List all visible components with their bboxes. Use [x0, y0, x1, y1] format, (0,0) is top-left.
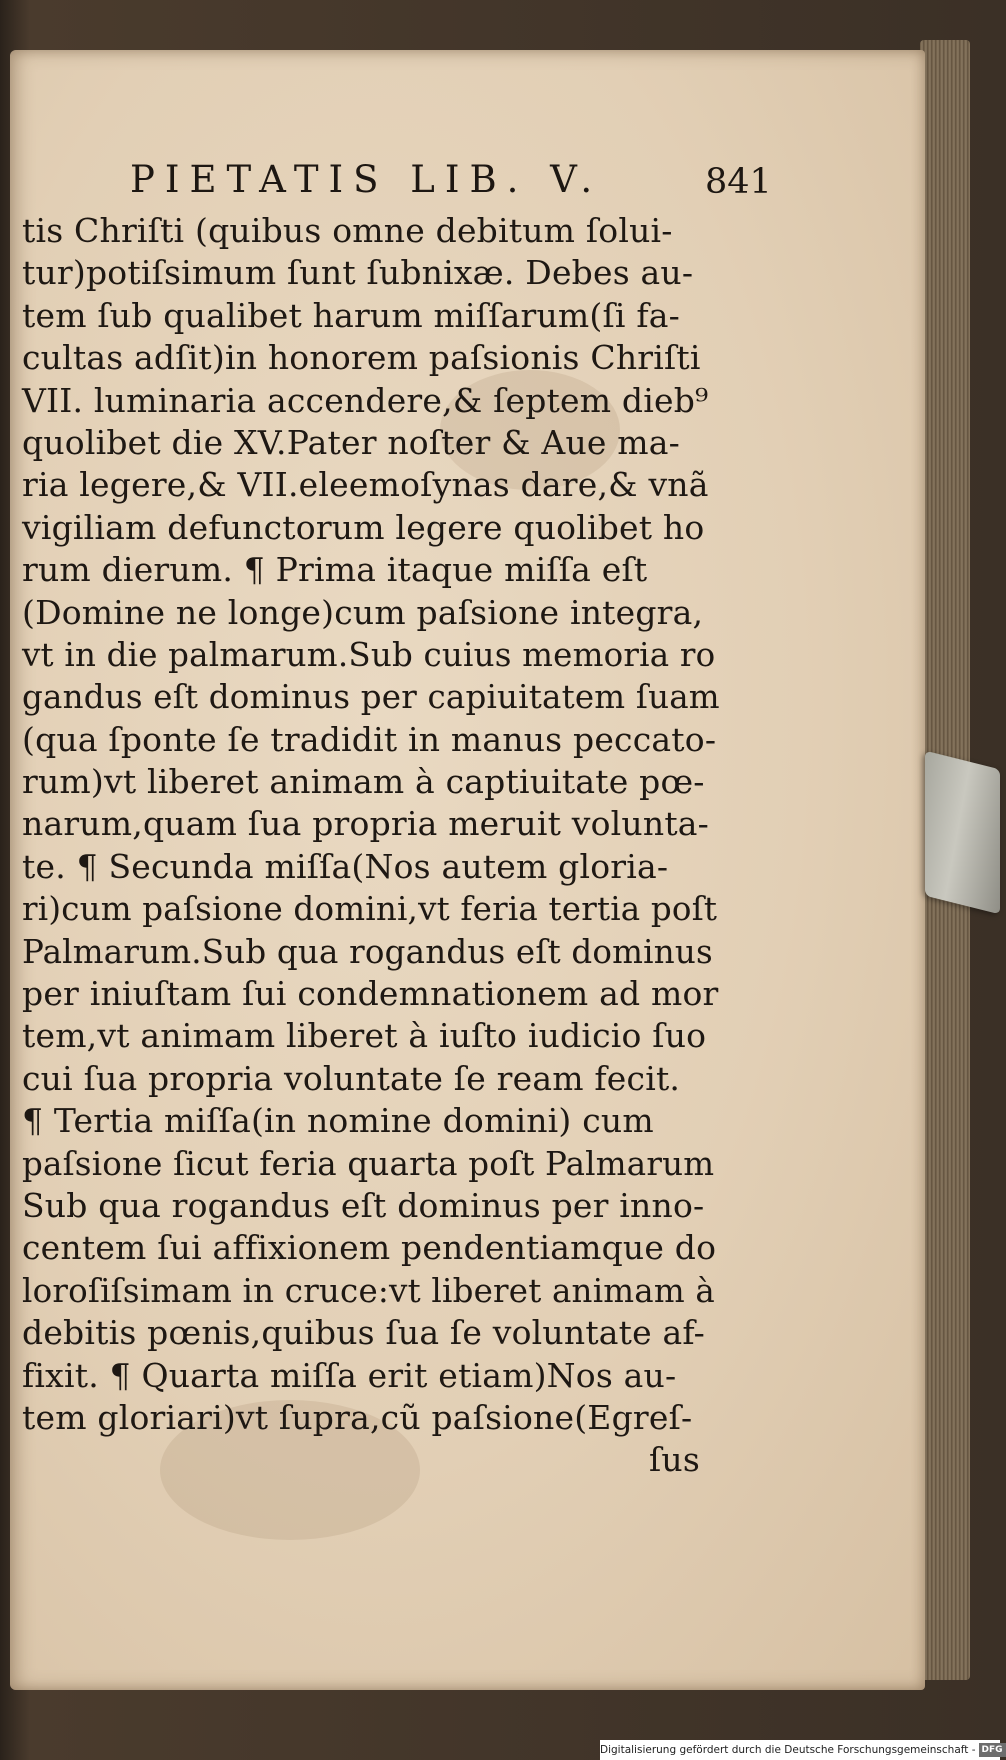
text-line: fixit. ¶ Quarta miſſa erit etiam)Nos au- [22, 1355, 677, 1395]
text-line: debitis pœnis,quibus ſua ſe voluntate af- [22, 1313, 706, 1353]
text-line: cultas adſit)in honorem paſsionis Chriſti [22, 338, 701, 378]
text-line: ¶ Tertia miſſa(in nomine domini) cum [22, 1101, 654, 1141]
text-line: rum dierum. ¶ Prima itaque miſſa eſt [22, 550, 648, 590]
dfg-logo: DFG [979, 1743, 1006, 1757]
text-line: (Domine ne longe)cum paſsione integra, [22, 592, 704, 632]
text-line: tem,vt animam liberet à iuſto iudicio ſuo [22, 1016, 707, 1056]
text-line: VII. luminaria accendere,& ſeptem dieb⁹ [22, 380, 709, 420]
text-line: vt in die palmarum.Sub cuius memoria ro [22, 635, 716, 674]
text-line: ria legere,& VII.eleemoſynas dare,& vnã [22, 465, 709, 505]
bookmark-ribbon [925, 751, 1000, 915]
running-header: PIETATIS LIB. V. [130, 158, 603, 201]
text-line: vigiliam defunctorum legere quolibet ho [22, 507, 705, 547]
text-line: tur)potiſsimum ſunt ſubnixæ. Debes au- [22, 253, 694, 293]
text-line: quolibet die XV.Pater noſter & Aue ma- [22, 422, 681, 462]
credit-text: Digitalisierung gefördert durch die Deutsche Forschungsgemeinschaft - [600, 1744, 976, 1756]
text-line: gandus eſt dominus per capiuitatem ſuam [22, 678, 720, 717]
text-line: Palmarum.Sub qua rogandus eſt dominus [22, 932, 713, 971]
text-line: cui ſua propria voluntate ſe ream fecit. [22, 1058, 681, 1098]
text-line: per iniuſtam ſui condemnationem ad mor [22, 974, 719, 1014]
text-line: rum)vt liberet animam à captiuitate pœ- [22, 762, 705, 802]
text-line: ri)cum paſsione domini,vt feria tertia poſt [22, 890, 718, 929]
text-line: loroſiſsimam in cruce:vt liberet animam à [22, 1271, 716, 1310]
catchword: ſus [648, 1440, 700, 1480]
text-line: (qua ſponte ſe tradidit in manus peccato- [22, 719, 717, 759]
text-line: narum,quam ſua propria meruit volunta- [22, 804, 710, 844]
text-line: centem ſui affixionem pendentiamque do [22, 1228, 717, 1268]
text-line: paſsione ſicut feria quarta poſt Palmarum [22, 1144, 715, 1183]
text-line: tis Chriſti (quibus omne debitum ſolui- [22, 211, 673, 250]
body-text [22, 210, 722, 1482]
text-line: te. ¶ Secunda miſſa(Nos autem gloria- [22, 846, 669, 886]
text-line: tem gloriari)vt ſupra,cũ paſsione(Egreſ- [22, 1397, 693, 1437]
text-line: tem ſub qualibet harum miſſarum(ſi fa- [22, 295, 680, 335]
text-line: Sub qua rogandus eſt dominus per inno- [22, 1185, 705, 1225]
digitization-credit [600, 1740, 1003, 1760]
page-number: 841 [705, 162, 772, 202]
